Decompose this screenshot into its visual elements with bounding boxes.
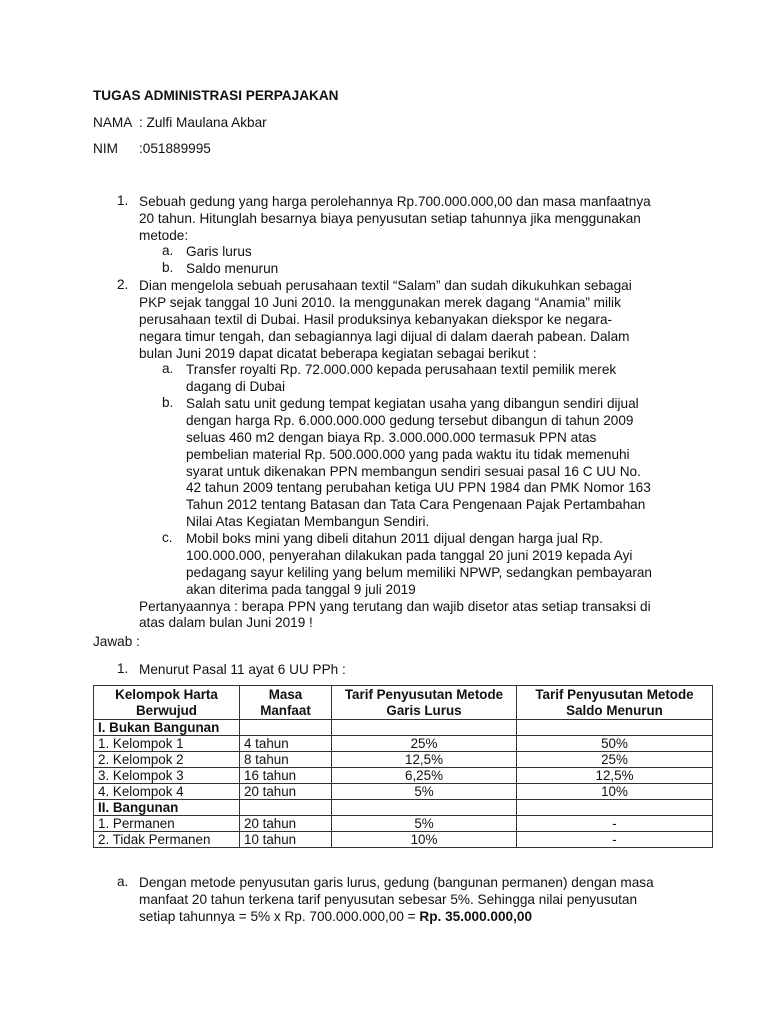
- table-cell: 1. Kelompok 1: [94, 736, 240, 752]
- table-cell: 5%: [332, 784, 517, 800]
- table-cell: 50%: [517, 736, 713, 752]
- q2-line: Dian mengelola sebuah perusahaan textil “Salam” dan sudah dikukuhkan sebagai: [139, 278, 632, 293]
- q2-number: 2.: [117, 277, 129, 292]
- table-group-row: [94, 800, 713, 816]
- table-row: [94, 736, 713, 752]
- table-cell: 3. Kelompok 3: [94, 768, 240, 784]
- table-cell: 2. Tidak Permanen: [94, 832, 240, 848]
- table-cell: [240, 800, 332, 816]
- q2-line: PKP sejak tanggal 10 Juni 2010. Ia menggunakan merek dagang “Anamia” milik: [139, 295, 621, 310]
- group-label: II. Bangunan: [94, 800, 240, 816]
- q2-item-line: Nilai Atas Kegiatan Membangun Sendiri.: [186, 514, 430, 529]
- table-group-row: [94, 720, 713, 736]
- answer-a-line-last: [139, 908, 532, 925]
- answer-1-text: Menurut Pasal 11 ayat 6 UU PPh :: [139, 662, 346, 677]
- q2-item-line: pedagang sayur keliling yang belum memiliki NPWP, sedangkan pembayaran: [186, 565, 652, 580]
- table-cell: 4. Kelompok 4: [94, 784, 240, 800]
- table-cell: 1. Permanen: [94, 816, 240, 832]
- q2-item-marker: b.: [162, 395, 174, 410]
- q2-item-line: Salah satu unit gedung tempat kegiatan usaha yang dibangun sendiri dijual: [186, 396, 639, 411]
- table-cell: [332, 800, 517, 816]
- table-cell: [517, 800, 713, 816]
- table-cell: 10 tahun: [240, 832, 332, 848]
- table-cell: 6,25%: [332, 768, 517, 784]
- table-cell: 25%: [332, 736, 517, 752]
- table-cell: 10%: [332, 832, 517, 848]
- q2-item-line: dengan harga Rp. 6.000.000.000 gedung tersebut dibangun di tahun 2009: [186, 413, 634, 428]
- header-tarif-garis-lurus: Tarif Penyusutan Metode Garis Lurus: [332, 686, 517, 720]
- answer-a-line: manfaat 20 tahun terkena tarif penyusutan sebesar 5%. Sehingga nilai penyusutan: [139, 892, 638, 907]
- q1-line: Sebuah gedung yang harga perolehannya Rp.700.000.000,00 dan masa manfaatnya: [139, 194, 651, 209]
- q1-number: 1.: [117, 193, 129, 208]
- q2-item-line: 42 tahun 2009 tentang perubahan ketiga UU PPN 1984 dan PMK Nomor 163: [186, 480, 651, 495]
- q1-item-text: Garis lurus: [186, 244, 252, 259]
- q2-question-line: Pertanyaannya : berapa PPN yang terutang dan wajib disetor atas setiap transaksi di: [139, 599, 651, 614]
- answer-a-result: Rp. 35.000.000,00: [419, 909, 533, 924]
- table-cell: 12,5%: [517, 768, 713, 784]
- table-cell: 16 tahun: [240, 768, 332, 784]
- q2-item-line: Tahun 2012 tentang Batasan dan Tata Cara Pengenaan Pajak Pertambahan: [186, 497, 646, 512]
- q2-line: negara timur tengah, dan sebagiannya lagi dijual di dalam daerah pabean. Dalam: [139, 329, 630, 344]
- q2-item-line: akan diterima pada tanggal 9 juli 2019: [186, 582, 416, 597]
- table-cell: 20 tahun: [240, 816, 332, 832]
- q2-question-line: atas dalam bulan Juni 2019 !: [139, 615, 313, 630]
- q1-item-marker: b.: [162, 260, 174, 275]
- q1-line: metode:: [139, 228, 189, 243]
- depreciation-table: [93, 685, 713, 848]
- table-cell: 4 tahun: [240, 736, 332, 752]
- q1-item-text: Saldo menurun: [186, 261, 279, 276]
- answer-label: Jawab :: [93, 634, 140, 649]
- table-cell: 8 tahun: [240, 752, 332, 768]
- answer-a-marker: a.: [117, 874, 129, 889]
- header-kelompok-harta: Kelompok Harta Berwujud: [94, 686, 240, 720]
- q1-item-marker: a.: [162, 243, 174, 258]
- table-cell: 10%: [517, 784, 713, 800]
- table-row: [94, 752, 713, 768]
- q2-item-line: syarat untuk dikenakan PPN membangun sendiri sesuai pasal 16 C UU No.: [186, 464, 641, 479]
- answer-1-number: 1.: [117, 661, 129, 676]
- answer-a-last-text: setiap tahunnya = 5% x Rp. 700.000.000,00 =: [139, 909, 420, 924]
- nim-label: NIM: [93, 141, 118, 156]
- q2-line: bulan Juni 2019 dapat dicatat beberapa kegiatan sebagai berikut :: [139, 346, 537, 361]
- table-cell: 5%: [332, 816, 517, 832]
- q2-item-line: Mobil boks mini yang dibeli ditahun 2011 dijual dengan harga jual Rp.: [186, 531, 603, 546]
- table-row: [94, 816, 713, 832]
- table-cell: -: [517, 816, 713, 832]
- table-header-row: [94, 686, 713, 720]
- group-label: I. Bukan Bangunan: [94, 720, 240, 736]
- q2-item-line: pembelian material Rp. 500.000.000 yang pada waktu itu tidak memenuhi: [186, 447, 630, 462]
- table-cell: -: [517, 832, 713, 848]
- q2-item-line: Transfer royalti Rp. 72.000.000 kepada perusahaan textil pemilik merek: [186, 362, 617, 377]
- document-title: TUGAS ADMINISTRASI PERPAJAKAN: [93, 88, 339, 103]
- q2-item-marker: c.: [162, 530, 173, 545]
- table-row: [94, 784, 713, 800]
- table-cell: 2. Kelompok 2: [94, 752, 240, 768]
- table-cell: [240, 720, 332, 736]
- nama-label: NAMA: [93, 115, 133, 130]
- nim-value: :051889995: [139, 141, 211, 156]
- header-tarif-saldo-menurun: Tarif Penyusutan Metode Saldo Menurun: [517, 686, 713, 720]
- table-row: [94, 768, 713, 784]
- table-cell: [332, 720, 517, 736]
- q2-item-marker: a.: [162, 361, 174, 376]
- q2-line: perusahaan textil di Dubai. Hasil produksinya kebanyakan diekspor ke negara-: [139, 312, 613, 327]
- q2-item-line: 100.000.000, penyerahan dilakukan pada tanggal 20 juni 2019 kepada Ayi: [186, 548, 633, 563]
- table-row: [94, 832, 713, 848]
- table-cell: 20 tahun: [240, 784, 332, 800]
- header-masa-manfaat: Masa Manfaat: [240, 686, 332, 720]
- q2-item-line: dagang di Dubai: [186, 379, 286, 394]
- table-cell: 25%: [517, 752, 713, 768]
- table-cell: [517, 720, 713, 736]
- table-cell: 12,5%: [332, 752, 517, 768]
- q1-line: 20 tahun. Hitunglah besarnya biaya penyusutan setiap tahunnya jika menggunakan: [139, 211, 641, 226]
- answer-a-line: Dengan metode penyusutan garis lurus, gedung (bangunan permanen) dengan masa: [139, 875, 654, 890]
- nama-value: : Zulfi Maulana Akbar: [139, 115, 267, 130]
- q2-item-line: seluas 460 m2 dengan biaya Rp. 3.000.000.000 termasuk PPN atas: [186, 430, 597, 445]
